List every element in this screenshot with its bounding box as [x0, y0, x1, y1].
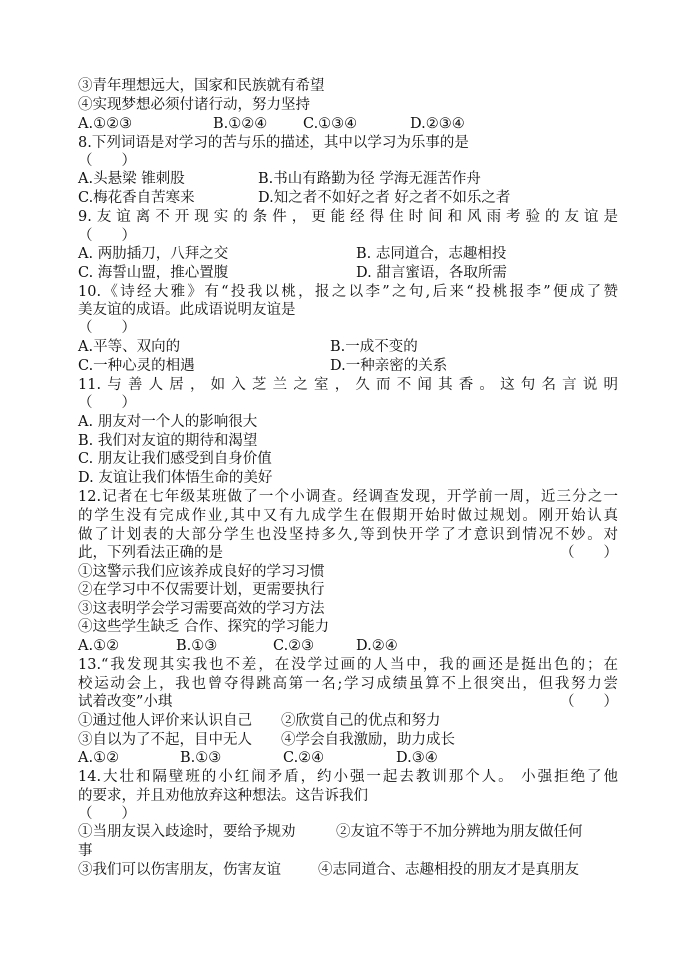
q11-answer-paren: （ ） [78, 395, 136, 411]
q8-choices-row-2 [78, 188, 618, 208]
q10-choices-row-2 [78, 356, 618, 376]
q9-choice-a: A. 两肋插刀，八拜之交 [78, 246, 229, 262]
q9-choices-row-2 [78, 263, 618, 283]
q14-option-1: ①当朋友误入歧途时，要给予规劝 [78, 824, 296, 840]
q11-stem: 11.与善人居，如入芝兰之室，久而不闻其香。这句名言说明 [78, 377, 618, 393]
q12-choice-d: D.②④ [356, 638, 398, 654]
q8-choice-a: A.头悬梁 锥刺股 [78, 171, 185, 187]
q8-choices-row-1 [78, 169, 618, 189]
q10-choices-row-1 [78, 337, 618, 357]
q13-options-row-2 [78, 730, 618, 750]
q10-answer-paren: （ ） [78, 320, 136, 336]
q12-option-4: ④这些学生缺乏 合作、探究的学习能力 [78, 619, 330, 635]
q14-option-3: ③我们可以伤害朋友，伤害友谊 [78, 862, 281, 878]
q13-stem-line-3: 试着改变”小琪 [78, 694, 173, 710]
q13-choice-b: B.①③ [180, 750, 222, 766]
q12-choice-a: A.①② [78, 638, 120, 654]
q12-stem-line-4: 此，下列看法正确的是 [78, 545, 223, 561]
q13-option-3: ③自以为了不起，目中无人 [78, 732, 252, 748]
q7-choice-c: C.①③④ [303, 116, 358, 132]
q9-choice-c: C. 海誓山盟，推心置腹 [78, 265, 229, 281]
q12-stem-line-1: 12.记者在七年级某班做了一个小调查。经调查发现，开学前一周，近三分之一 [78, 489, 618, 505]
q10-stem-line-1: 10.《诗经大雅》有“投我以桃，报之以李”之句,后来“投桃报李”便成了赞 [78, 284, 618, 300]
q10-choice-b: B.一成不变的 [330, 339, 418, 355]
q11-choice-b: B. 我们对友谊的期待和渴望 [78, 433, 258, 449]
q13-choice-a: A.①② [78, 750, 120, 766]
q7-choice-d: D.②③④ [410, 116, 465, 132]
q14-stem-line-2: 的要求，并且劝他放弃这种想法。这告诉我们 [78, 788, 368, 804]
q11-choice-a: A. 朋友对一个人的影响很大 [78, 414, 258, 430]
q7-option-4: ④实现梦想必须付诸行动，努力坚持 [78, 97, 310, 113]
q13-options-row-1 [78, 711, 618, 731]
q8-stem: 8.下列词语是对学习的苦与乐的描述，其中以学习为乐事的是 [78, 135, 469, 151]
q14-options-row-2 [78, 860, 618, 880]
q14-option-2: ②友谊不等于不加分辨地为朋友做任何 [336, 824, 583, 840]
q8-answer-paren: （ ） [78, 153, 136, 169]
q9-stem: 9.友谊离不开现实的条件，更能经得住时间和风雨考验的友谊是 [78, 209, 618, 225]
q14-options-row-1 [78, 822, 618, 842]
q7-choices [78, 114, 618, 134]
q7-choice-a: A.①②③ [78, 116, 133, 132]
q12-choice-b: B.①③ [176, 638, 218, 654]
q12-answer-paren: （ ） [560, 545, 618, 561]
q13-choice-c: C.②④ [283, 750, 325, 766]
q8-choice-b: B.书山有路勤为径 学海无涯苦作舟 [258, 171, 481, 187]
q12-choice-c: C.②③ [273, 638, 315, 654]
q10-choice-a: A.平等、双向的 [78, 339, 181, 355]
q13-option-4: ④学会自我激励，助力成长 [281, 732, 455, 748]
q9-choices-row-1 [78, 244, 618, 264]
q7-choice-b: B.①②④ [213, 116, 268, 132]
q10-stem-line-2: 美友谊的成语。此成语说明友谊是 [78, 302, 296, 318]
q13-option-2: ②欣赏自己的优点和努力 [281, 713, 441, 729]
q9-choice-b: B. 志同道合，志趣相投 [356, 246, 507, 262]
q12-stem-line-3: 做了计划表的大部分学生也没坚持多久,等到快开学了才意识到情况不妙。对 [78, 527, 618, 543]
q13-option-1: ①通过他人评价来认识自己 [78, 713, 252, 729]
q13-answer-paren: （ ） [560, 694, 618, 710]
q11-choice-c: C. 朋友让我们感受到自身价值 [78, 451, 272, 467]
q13-stem-line-2: 校运动会上，我也曾夺得跳高第一名;学习成绩虽算不上很突出，但我努力尝 [78, 676, 618, 692]
q8-choice-d: D.知之者不如好之者 好之者不如乐之者 [258, 190, 511, 206]
q8-choice-c: C.梅花香自苦寒来 [78, 190, 195, 206]
q9-choice-d: D. 甜言蜜语，各取所需 [356, 265, 507, 281]
q12-stem-line-2: 的学生没有完成作业,其中又有九成学生在假期开始时做过规划。刚开始认真 [78, 508, 618, 524]
q10-choice-d: D.一种亲密的关系 [330, 358, 448, 374]
q12-option-2: ②在学习中不仅需要计划，更需要执行 [78, 582, 325, 598]
q14-option-2-continued: 事 [78, 843, 93, 859]
q7-option-3: ③青年理想远大，国家和民族就有希望 [78, 78, 325, 94]
q12-choices [78, 636, 618, 656]
q12-option-3: ③这表明学会学习需要高效的学习方法 [78, 601, 325, 617]
q14-option-4: ④志同道合、志趣相投的朋友才是真朋友 [318, 862, 579, 878]
q13-stem-line-1: 13.“我发现其实我也不差，在没学过画的人当中，我的画还是挺出色的；在 [78, 657, 618, 673]
q14-answer-paren: （ ） [78, 806, 136, 822]
q13-choices [78, 748, 618, 768]
q11-choice-d: D. 友谊让我们体悟生命的美好 [78, 470, 273, 486]
q13-choice-d: D.③④ [396, 750, 438, 766]
q9-answer-paren: （ ） [78, 228, 136, 244]
q10-choice-c: C.一种心灵的相遇 [78, 358, 195, 374]
q14-stem-line-1: 14.大壮和隔壁班的小红闹矛盾，约小强一起去教训那个人。 小强拒绝了他 [78, 769, 618, 785]
q12-option-1: ①这警示我们应该养成良好的学习习惯 [78, 564, 325, 580]
